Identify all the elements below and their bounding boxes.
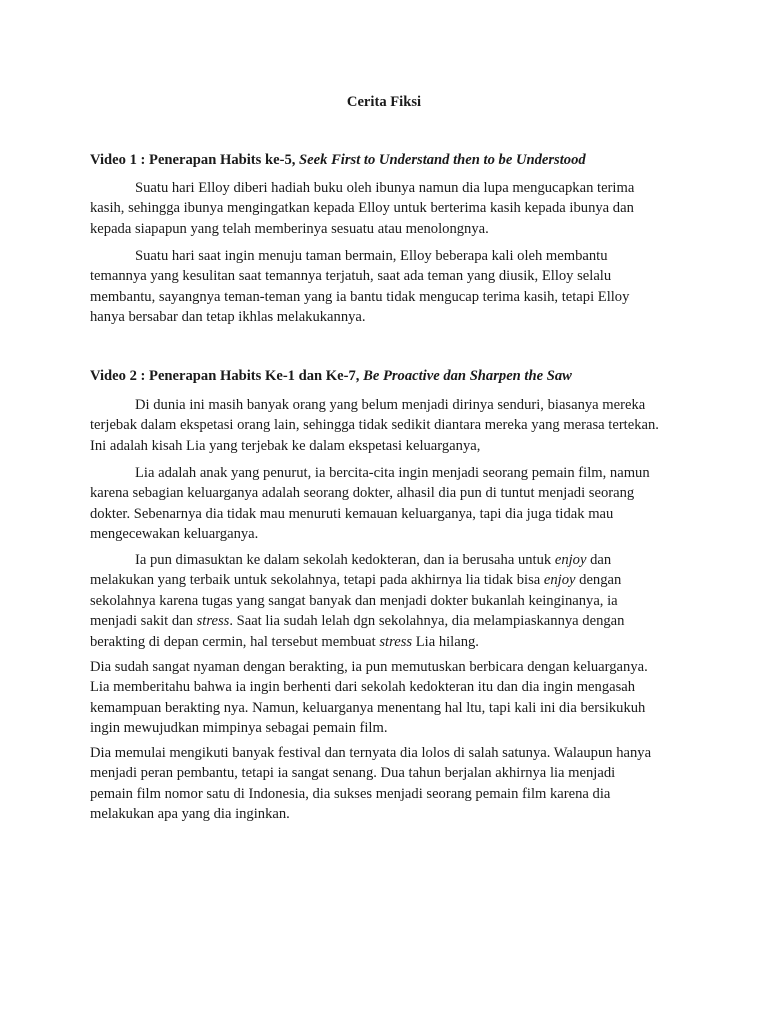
paragraph-line: kemampuan berakting nya. Namun, keluarganya menentang hal ltu, tapi kali ini dia bersikukuh	[90, 699, 646, 716]
paragraph-line: terjebak dalam ekspetasi orang lain, sehingga tidak sedikit diantara mereka yang merasa tertekan.	[90, 417, 659, 434]
paragraph-line: Di dunia ini masih banyak orang yang belum menjadi dirinya senduri, biasanya mereka	[135, 397, 646, 413]
text-run: dengan	[575, 572, 622, 589]
section-heading-video-2	[90, 366, 730, 386]
paragraph-line	[90, 611, 690, 631]
paragraph-line: sekolahnya karena tugas yang sangat banyak dan menjadi dokter bukanlah keinginanya, ia	[90, 592, 618, 609]
paragraph	[90, 178, 690, 239]
paragraph-line: kasih, sehingga ibunya mengingatkan kepada Elloy untuk berterima kasih kepada ibunya dan	[90, 200, 634, 217]
text-run: menjadi sakit dan	[90, 613, 197, 630]
paragraph	[90, 463, 690, 545]
italic-run: stress	[379, 633, 413, 650]
paragraph	[90, 657, 690, 739]
paragraph-line: temannya yang kesulitan saat temannya terjatuh, saat ada teman yang diusik, Elloy selalu	[90, 268, 612, 285]
italic-run: enjoy	[543, 572, 576, 589]
paragraph-line: karena sebagian keluarganya adalah seorang dokter, alhasil dia pun di tuntut menjadi seorang	[90, 485, 635, 502]
paragraph-line: pemain film nomor satu di Indonesia, dia sukses menjadi seorang pemain film karena dia	[90, 785, 611, 802]
section-heading-emphasis: Be Proactive dan Sharpen the Saw	[363, 368, 572, 384]
paragraph-line: membantu, sayangnya teman-teman yang ia bantu tidak mengucap terima kasih, tetapi Elloy	[90, 288, 630, 305]
paragraph-line	[90, 550, 690, 570]
paragraph-line: Dia memulai mengikuti banyak festival dan ternyata dia lolos di salah satunya. Walaupun hanya	[90, 745, 652, 761]
paragraph-line: Ini adalah kisah Lia yang terjebak ke dalam ekspetasi keluarganya,	[90, 437, 481, 454]
text-run: Ia pun dimasuktan ke dalam sekolah kedokteran, dan ia berusaha untuk	[135, 552, 555, 568]
paragraph-line: Lia memberitahu bahwa ia ingin berhenti dari sekolah kedokteran itu dan dia ingin mengasah	[90, 679, 636, 696]
document-title: Cerita Fiksi	[346, 94, 422, 110]
section-heading-prefix: Video 2 : Penerapan Habits Ke-1 dan Ke-7,	[90, 368, 364, 384]
paragraph-line: melakukan apa yang dia inginkan.	[90, 806, 290, 823]
paragraph	[90, 395, 690, 456]
paragraph-line: mengecewakan keluarganya.	[90, 526, 259, 543]
section-heading-emphasis: Seek First to Understand then to be Understood	[299, 152, 586, 168]
text-run: dan	[586, 552, 612, 568]
text-run: . Saat lia sudah lelah dgn sekolahnya, dia melampiaskannya dengan	[229, 613, 625, 630]
paragraph-line: Suatu hari saat ingin menuju taman bermain, Elloy beberapa kali oleh membantu	[135, 248, 608, 264]
paragraph-line: hanya bersabar dan tetap ikhlas melakukannya.	[90, 309, 366, 326]
paragraph	[90, 550, 690, 652]
italic-run: stress	[196, 613, 230, 630]
paragraph	[90, 246, 690, 328]
section-heading-video-1	[90, 150, 730, 170]
paragraph-line: menjadi peran pembantu, tetapi ia sangat senang. Dua tahun berjalan akhirnya lia menjadi	[90, 765, 616, 782]
italic-run: enjoy	[554, 552, 587, 568]
paragraph	[90, 743, 690, 825]
text-run: Lia hilang.	[412, 633, 479, 650]
section-heading-prefix: Video 1 : Penerapan Habits ke-5,	[90, 152, 300, 168]
text-run: melakukan yang terbaik untuk sekolahnya, tetapi pada akhirnya lia tidak bisa	[90, 572, 544, 589]
paragraph-line: ingin mewujudkan mimpinya sebagai pemain film.	[90, 720, 388, 737]
paragraph-line: dokter. Sebenarnya dia tidak mau menuruti kemauan keluarganya, tapi dia juga tidak mau	[90, 505, 614, 522]
paragraph-line	[90, 570, 690, 590]
paragraph-line: Lia adalah anak yang penurut, ia bercita-cita ingin menjadi seorang pemain film, namun	[135, 465, 650, 481]
text-run: berakting di depan cermin, hal tersebut membuat	[90, 633, 380, 650]
paragraph-line: Suatu hari Elloy diberi hadiah buku oleh ibunya namun dia lupa mengucapkan terima	[135, 180, 635, 196]
paragraph-line: Dia sudah sangat nyaman dengan berakting, ia pun memutuskan berbicara dengan keluarganya.	[90, 659, 648, 675]
paragraph-line: kepada siapapun yang telah memberinya sesuatu atau menolongnya.	[90, 220, 489, 237]
paragraph-line	[90, 632, 690, 652]
